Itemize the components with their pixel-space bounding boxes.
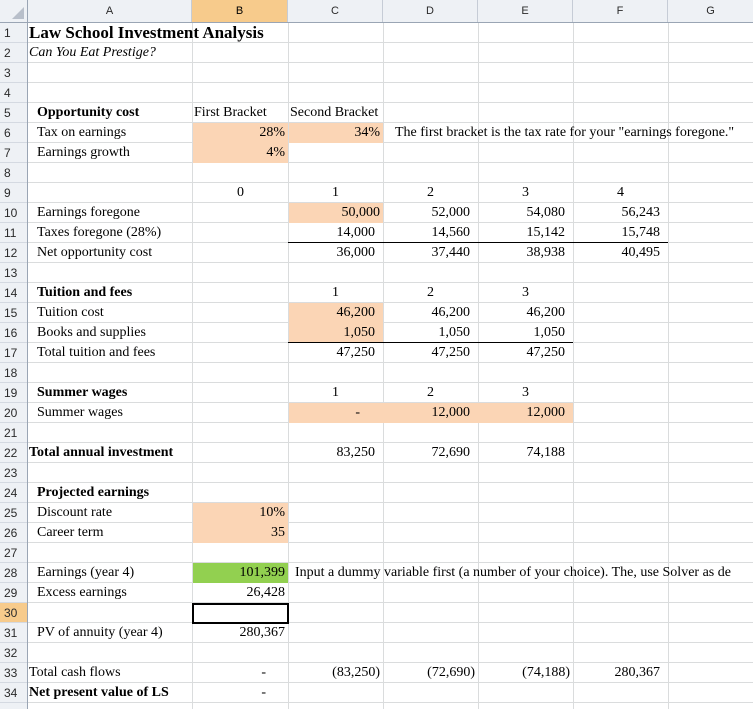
tuition-year-1: 1 [332, 285, 339, 300]
row-header-30[interactable]: 30 [0, 603, 27, 623]
total-tuition-cell[interactable]: 47,250 [431, 345, 470, 360]
row-header-18[interactable]: 18 [0, 363, 27, 383]
select-all-corner[interactable] [0, 0, 28, 22]
select-all-icon [12, 7, 24, 19]
row-header-27[interactable]: 27 [0, 543, 27, 563]
tuition-cost-cell[interactable]: 46,200 [431, 305, 470, 320]
earnings-foregone-cell[interactable]: 56,243 [621, 205, 660, 220]
summer-year-1: 1 [332, 385, 339, 400]
row-header-14[interactable]: 14 [0, 283, 27, 303]
summer-label: Summer wages [37, 405, 123, 420]
row-header-10[interactable]: 10 [0, 203, 27, 223]
total-investment-cell[interactable]: 74,188 [526, 445, 565, 460]
row-header-19[interactable]: 19 [0, 383, 27, 403]
year-0: 0 [237, 185, 244, 200]
total-investment-label: Total annual investment [29, 445, 174, 460]
cashflow-cell[interactable]: (83,250) [332, 665, 380, 680]
summer-year-3: 3 [522, 385, 529, 400]
row-header-4[interactable]: 4 [0, 83, 27, 103]
year-4: 4 [617, 185, 624, 200]
earnings-foregone-cell[interactable]: 54,080 [526, 205, 565, 220]
row-header-17[interactable]: 17 [0, 343, 27, 363]
excess-label: Excess earnings [37, 585, 127, 600]
column-header-b[interactable]: B [192, 0, 288, 22]
row-header-34[interactable]: 34 [0, 683, 27, 703]
cashflow-cell[interactable]: (72,690) [427, 665, 475, 680]
summer-cell[interactable]: - [355, 405, 360, 420]
row-header-5[interactable]: 5 [0, 103, 27, 123]
pv-label: PV of annuity (year 4) [37, 625, 163, 640]
growth-label: Earnings growth [37, 145, 130, 160]
worksheet-grid[interactable] [28, 23, 753, 709]
taxes-foregone-cell[interactable]: 14,560 [431, 225, 470, 240]
column-header-g[interactable]: G [706, 5, 715, 17]
sheet-subtitle: Can You Eat Prestige? [29, 45, 156, 60]
column-header-bar [0, 0, 753, 23]
opportunity-heading: Opportunity cost [37, 105, 140, 120]
earnings4-cell[interactable]: 101,399 [239, 565, 285, 580]
cashflows-label: Total cash flows [29, 665, 121, 680]
row-header-9[interactable]: 9 [0, 183, 27, 203]
row-header-3[interactable]: 3 [0, 63, 27, 83]
row-header-29[interactable]: 29 [0, 583, 27, 603]
row-header-16[interactable]: 16 [0, 323, 27, 343]
summer-cell[interactable]: 12,000 [526, 405, 565, 420]
row-header-24[interactable]: 24 [0, 483, 27, 503]
year-1: 1 [332, 185, 339, 200]
books-cell[interactable]: 1,050 [533, 325, 565, 340]
net-opportunity-cell[interactable]: 37,440 [431, 245, 470, 260]
net-opportunity-cell[interactable]: 40,495 [621, 245, 660, 260]
taxes-foregone-cell[interactable]: 15,748 [621, 225, 660, 240]
first-bracket-label: First Bracket [194, 105, 267, 120]
books-cell[interactable]: 1,050 [343, 325, 375, 340]
row-header-28[interactable]: 28 [0, 563, 27, 583]
pv-cell[interactable]: 280,367 [239, 625, 285, 640]
cashflow-cell[interactable]: (74,188) [522, 665, 570, 680]
row-header-26[interactable]: 26 [0, 523, 27, 543]
discount-label: Discount rate [37, 505, 113, 520]
sheet-title: Law School Investment Analysis [29, 23, 264, 42]
taxes-foregone-cell[interactable]: 14,000 [336, 225, 375, 240]
tuition-year-3: 3 [522, 285, 529, 300]
tax-note: The first bracket is the tax rate for your "earnings foregone." [395, 125, 735, 140]
tax-label: Tax on earnings [37, 125, 127, 140]
tuition-heading: Tuition and fees [37, 285, 133, 300]
summer-cell[interactable]: 12,000 [431, 405, 470, 420]
row-header-bar [0, 23, 28, 709]
row-header-20[interactable]: 20 [0, 403, 27, 423]
tax-first-cell[interactable]: 28% [259, 125, 285, 140]
earnings4-note: Input a dummy variable first (a number of your choice). The, use Solver as de [295, 565, 731, 580]
row-header-21[interactable]: 21 [0, 423, 27, 443]
tuition-cost-cell[interactable]: 46,200 [336, 305, 375, 320]
row-header-12[interactable]: 12 [0, 243, 27, 263]
npv-cell[interactable]: - [261, 685, 266, 700]
net-opportunity-cell[interactable]: 38,938 [526, 245, 565, 260]
npv-label: Net present value of LS [29, 685, 169, 700]
net-opportunity-label: Net opportunity cost [37, 245, 153, 260]
column-header-f[interactable]: F [573, 0, 668, 22]
cashflow-cell[interactable]: - [261, 665, 266, 680]
projected-heading: Projected earnings [37, 485, 150, 500]
career-label: Career term [37, 525, 104, 540]
growth-cell[interactable]: 4% [266, 145, 285, 160]
row-header-13[interactable]: 13 [0, 263, 27, 283]
row-header-7[interactable]: 7 [0, 143, 27, 163]
total-tuition-cell[interactable]: 47,250 [526, 345, 565, 360]
column-header-d[interactable]: D [383, 0, 478, 22]
row-header-23[interactable]: 23 [0, 463, 27, 483]
books-cell[interactable]: 1,050 [438, 325, 470, 340]
row-header-1[interactable]: 1 [0, 23, 27, 43]
column-header-e[interactable]: E [478, 0, 573, 22]
summer-year-2: 2 [427, 385, 434, 400]
row-header-33[interactable]: 33 [0, 663, 27, 683]
column-header-c[interactable]: C [288, 0, 383, 22]
tuition-cost-cell[interactable]: 46,200 [526, 305, 565, 320]
tuition-cost-label: Tuition cost [37, 305, 104, 320]
row-header-32[interactable]: 32 [0, 643, 27, 663]
row-header-15[interactable]: 15 [0, 303, 27, 323]
tuition-year-2: 2 [427, 285, 434, 300]
row-header-2[interactable]: 2 [0, 43, 27, 63]
second-bracket-label: Second Bracket [290, 105, 379, 120]
total-tuition-label: Total tuition and fees [37, 345, 156, 360]
row-header-25[interactable]: 25 [0, 503, 27, 523]
tax-second-cell[interactable]: 34% [354, 125, 380, 140]
earnings-foregone-label: Earnings foregone [37, 205, 141, 220]
earnings-foregone-cell[interactable]: 50,000 [341, 205, 380, 220]
row-header-8[interactable]: 8 [0, 163, 27, 183]
total-investment-cell[interactable]: 83,250 [336, 445, 375, 460]
active-cell-b30[interactable] [192, 603, 289, 624]
total-tuition-cell[interactable]: 47,250 [336, 345, 375, 360]
row-header-6[interactable]: 6 [0, 123, 27, 143]
column-header-a[interactable]: A [28, 0, 192, 22]
row-header-11[interactable]: 11 [0, 223, 27, 243]
books-label: Books and supplies [37, 325, 146, 340]
cashflow-cell[interactable]: 280,367 [614, 665, 660, 680]
total-investment-cell[interactable]: 72,690 [431, 445, 470, 460]
excess-cell[interactable]: 26,428 [246, 585, 285, 600]
net-opportunity-cell[interactable]: 36,000 [336, 245, 375, 260]
year-2: 2 [427, 185, 434, 200]
earnings4-label: Earnings (year 4) [37, 565, 135, 580]
career-cell[interactable]: 35 [271, 525, 285, 540]
year-3: 3 [522, 185, 529, 200]
discount-cell[interactable]: 10% [259, 505, 285, 520]
earnings-foregone-cell[interactable]: 52,000 [431, 205, 470, 220]
taxes-foregone-label: Taxes foregone (28%) [37, 225, 162, 240]
taxes-foregone-cell[interactable]: 15,142 [526, 225, 565, 240]
row-header-22[interactable]: 22 [0, 443, 27, 463]
row-header-31[interactable]: 31 [0, 623, 27, 643]
summer-heading: Summer wages [37, 385, 128, 400]
